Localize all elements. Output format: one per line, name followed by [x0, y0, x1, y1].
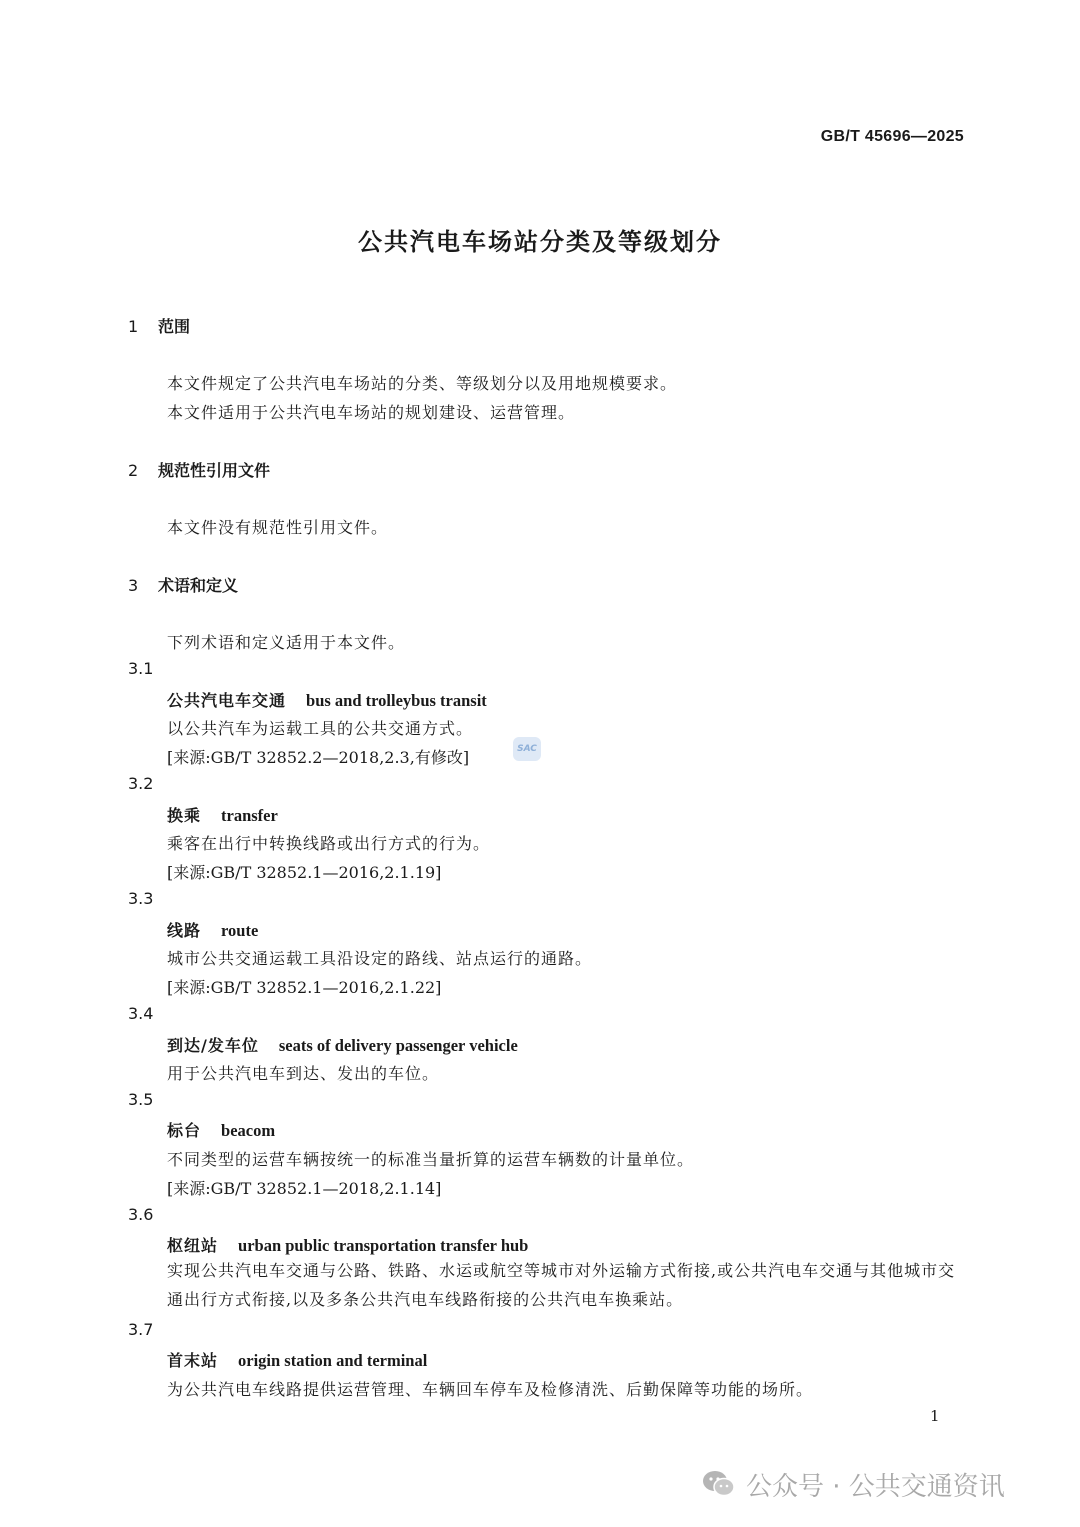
section-number: 1 — [128, 317, 139, 336]
term-source: [来源:GB/T 32852.2—2018,2.3,有修改] — [167, 748, 470, 767]
term-source: [来源:GB/T 32852.1—2018,2.1.14] — [167, 1179, 442, 1198]
term-en: urban public transportation transfer hub — [238, 1236, 529, 1255]
term-zh: 枢纽站 — [167, 1236, 219, 1255]
page-number: 1 — [930, 1407, 940, 1425]
term-en: beacom — [221, 1121, 276, 1140]
term-zh: 公共汽电车交通 — [167, 691, 287, 710]
term-zh: 首末站 — [167, 1351, 219, 1370]
standard-code: GB/T 45696—2025 — [820, 128, 964, 145]
term-heading — [167, 688, 487, 711]
paragraph: 本文件规定了公共汽电车场站的分类、等级划分以及用地规模要求。 — [167, 374, 678, 393]
term-en: bus and trolleybus transit — [306, 691, 487, 710]
term-heading — [167, 918, 258, 941]
term-en: transfer — [221, 806, 278, 825]
term-number: 3.6 — [128, 1205, 154, 1224]
term-source: [来源:GB/T 32852.1—2016,2.1.22] — [167, 978, 442, 997]
term-definition: 用于公共汽电车到达、发出的车位。 — [167, 1064, 440, 1083]
term-number: 3.1 — [128, 659, 154, 678]
term-zh: 线路 — [167, 921, 202, 940]
paragraph: 本文件没有规范性引用文件。 — [167, 518, 389, 537]
term-heading — [167, 1118, 275, 1141]
section-heading-2 — [128, 458, 270, 481]
term-zh: 到达/发车位 — [167, 1036, 259, 1055]
term-en: route — [221, 921, 259, 940]
term-definition: 以公共汽车为运载工具的公共交通方式。 — [167, 719, 474, 738]
term-en: seats of delivery passenger vehicle — [278, 1036, 518, 1055]
sac-stamp-icon: SAC — [513, 737, 541, 761]
document-title: 公共汽电车场站分类及等级划分 — [358, 228, 722, 256]
section-heading-1 — [128, 314, 190, 337]
watermark-text: 公众号 · 公共交通资讯 — [746, 1471, 1005, 1502]
term-definition-text: 实现公共汽电车交通与公路、铁路、水运或航空等城市对外运输方式衔接,或公共汽电车交通与其他城市交通出行方式衔接,以及多条公共汽电车线路衔接的公共汽电车换乘站。 — [167, 1261, 956, 1309]
wechat-icon — [702, 1469, 736, 1499]
term-en: origin station and terminal — [238, 1351, 428, 1370]
term-heading — [167, 1033, 518, 1056]
section-title: 规范性引用文件 — [158, 461, 271, 480]
term-source: [来源:GB/T 32852.1—2016,2.1.19] — [167, 863, 442, 882]
term-number: 3.5 — [128, 1090, 154, 1109]
term-number: 3.4 — [128, 1004, 154, 1023]
term-zh: 标台 — [167, 1121, 202, 1140]
term-definition — [167, 1256, 967, 1314]
term-number: 3.3 — [128, 889, 154, 908]
term-number: 3.2 — [128, 774, 154, 793]
paragraph: 下列术语和定义适用于本文件。 — [167, 633, 406, 652]
paragraph: 本文件适用于公共汽电车场站的规划建设、运营管理。 — [167, 403, 576, 422]
term-definition: 不同类型的运营车辆按统一的标准当量折算的运营车辆数的计量单位。 — [167, 1150, 695, 1169]
term-zh: 换乘 — [167, 806, 202, 825]
section-title: 术语和定义 — [158, 576, 239, 595]
section-heading-3 — [128, 573, 238, 596]
section-title: 范围 — [158, 317, 191, 336]
term-number: 3.7 — [128, 1320, 154, 1339]
watermark — [702, 1462, 1005, 1506]
term-heading — [167, 1348, 427, 1371]
term-heading — [167, 803, 278, 826]
section-number: 3 — [128, 576, 139, 595]
term-definition: 乘客在出行中转换线路或出行方式的行为。 — [167, 834, 491, 853]
term-definition: 为公共汽电车线路提供运营管理、车辆回车停车及检修清洗、后勤保障等功能的场所。 — [167, 1380, 814, 1399]
term-definition: 城市公共交通运载工具沿设定的路线、站点运行的通路。 — [167, 949, 593, 968]
term-heading — [167, 1233, 528, 1256]
section-number: 2 — [128, 461, 139, 480]
